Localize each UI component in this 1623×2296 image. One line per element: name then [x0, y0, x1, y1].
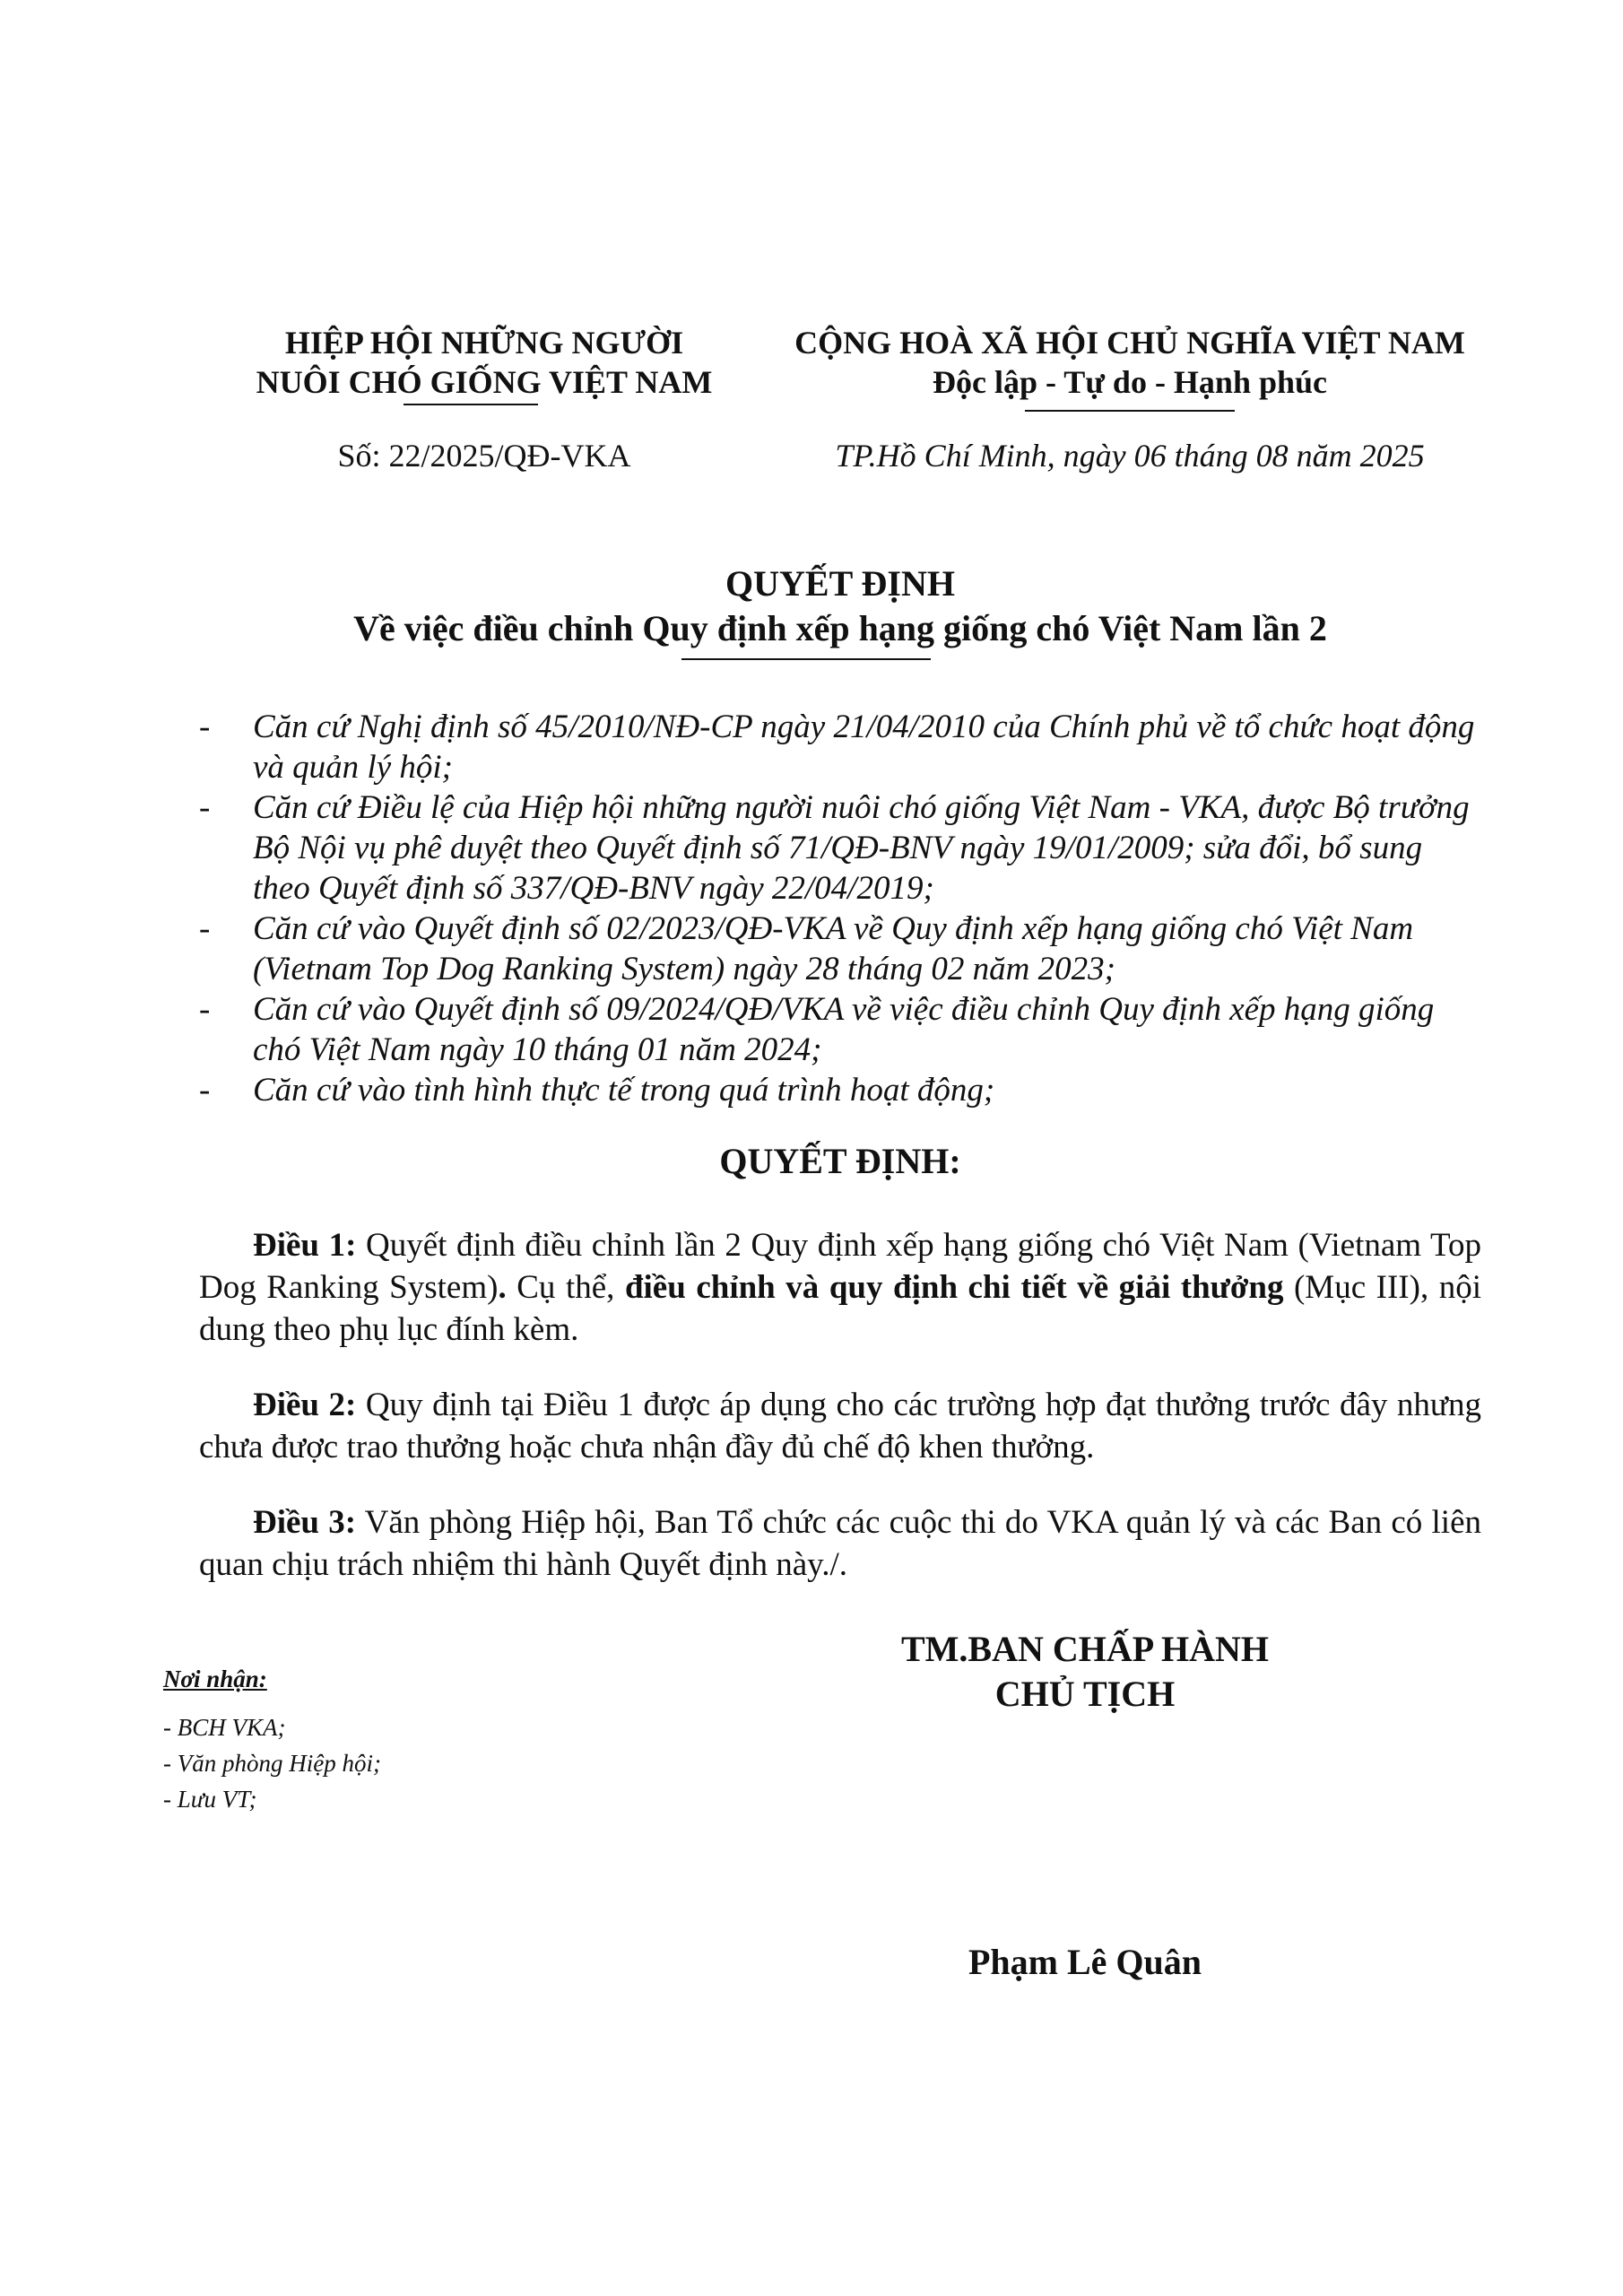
decision-subject: Về việc điều chỉnh Quy định xếp hạng giống chó Việt Nam lần 2 — [353, 608, 1327, 648]
motto-underline — [1025, 410, 1235, 412]
document-title — [199, 561, 1481, 651]
article-3-label: Điều 3: — [253, 1504, 357, 1541]
national-header — [780, 323, 1480, 402]
article-2-text: Quy định tại Điều 1 được áp dụng cho các trường hợp đạt thưởng trước đây nhưng chưa được trao thưởng hoặc chưa nhận đầy đủ chế độ khen thưởng. — [199, 1387, 1481, 1465]
basis-text: Căn cứ Nghị định số 45/2010/NĐ-CP ngày 21/04/2010 của Chính phủ về tổ chức hoạt động và quản lý hội; — [253, 709, 1475, 786]
decision-heading: QUYẾT ĐỊNH: — [719, 1141, 961, 1181]
article-3-text: Văn phòng Hiệp hội, Ban Tổ chức các cuộc thi do VKA quản lý và các Ban có liên quan chịu trách nhiệm thi hành Quyết định này./. — [199, 1504, 1481, 1583]
organization-underline — [404, 404, 538, 405]
article-1-text-3: (Mục III), nội dung theo phụ lục đính kèm. — [199, 1269, 1482, 1348]
recipient-item: - Lưu VT; — [163, 1786, 257, 1813]
recipient-item: - BCH VKA; — [163, 1714, 286, 1741]
organization-name — [197, 323, 771, 402]
organization-name-line1: HIỆP HỘI NHỮNG NGƯỜI — [284, 325, 684, 361]
document-number: Số: 22/2025/QĐ-VKA — [337, 438, 631, 474]
legal-basis-1 — [199, 707, 1481, 787]
article-1 — [199, 1224, 1481, 1351]
article-1-dot: . — [498, 1269, 507, 1306]
basis-dash: - — [199, 789, 211, 826]
article-1-text-2: Cụ thể, — [506, 1269, 625, 1306]
basis-dash: - — [199, 910, 211, 947]
article-1-text: Quyết định điều chỉnh lần 2 Quy định xếp hạng giống chó Việt Nam (Vietnam Top Dog Ranking System) — [199, 1227, 1481, 1306]
legal-basis-4 — [199, 989, 1481, 1070]
legal-basis-2 — [199, 787, 1481, 909]
national-motto: Độc lập - Tự do - Hạnh phúc — [932, 364, 1328, 400]
basis-dash: - — [199, 709, 211, 745]
country-name: CỘNG HOÀ XÃ HỘI CHỦ NGHĨA VIỆT NAM — [794, 325, 1465, 361]
legal-basis-5 — [199, 1070, 1481, 1110]
basis-text: Căn cứ vào Quyết định số 09/2024/QĐ/VKA về việc điều chỉnh Quy định xếp hạng giống chó Việt Nam ngày 10 tháng 01 năm 2024; — [253, 991, 1435, 1068]
signature-position: CHỦ TỊCH — [994, 1674, 1176, 1714]
basis-dash: - — [199, 1072, 211, 1109]
article-2 — [199, 1384, 1481, 1468]
signature-title: TM.BAN CHẤP HÀNH — [901, 1629, 1269, 1669]
place-and-date: TP.Hồ Chí Minh, ngày 06 tháng 08 năm 2025 — [835, 438, 1425, 474]
decision-title: QUYẾT ĐỊNH — [725, 563, 955, 604]
basis-dash: - — [199, 991, 211, 1028]
article-3 — [199, 1501, 1481, 1586]
signature-block — [807, 1627, 1363, 1717]
recipient-item: - Văn phòng Hiệp hội; — [163, 1750, 381, 1777]
recipients-label: Nơi nhận: — [163, 1665, 267, 1692]
legal-basis-3 — [199, 909, 1481, 989]
article-2-label: Điều 2: — [253, 1387, 357, 1423]
recipients — [163, 1661, 612, 1817]
article-1-emphasis: điều chỉnh và quy định chi tiết về giải thưởng — [624, 1269, 1284, 1306]
organization-name-line2: NUÔI CHÓ GIỐNG VIỆT NAM — [256, 364, 713, 400]
signer-name: Phạm Lê Quân — [968, 1942, 1202, 1982]
basis-text: Căn cứ vào Quyết định số 02/2023/QĐ-VKA về Quy định xếp hạng giống chó Việt Nam (Vietnam Top Dog Ranking System) ngày 28 tháng 02 năm 2023; — [253, 910, 1414, 987]
basis-text: Căn cứ Điều lệ của Hiệp hội những người nuôi chó giống Việt Nam - VKA, được Bộ trưởng Bộ Nội vụ phê duyệt theo Quyết định số 71/QĐ-BNV ngày 19/01/2009; sửa đổi, bổ sung theo Quyết định số 337/QĐ-BNV ngày 22/04/2019; — [253, 789, 1470, 907]
article-1-label: Điều 1: — [253, 1227, 357, 1264]
basis-text: Căn cứ vào tình hình thực tế trong quá trình hoạt động; — [253, 1072, 995, 1109]
title-underline — [681, 658, 931, 660]
